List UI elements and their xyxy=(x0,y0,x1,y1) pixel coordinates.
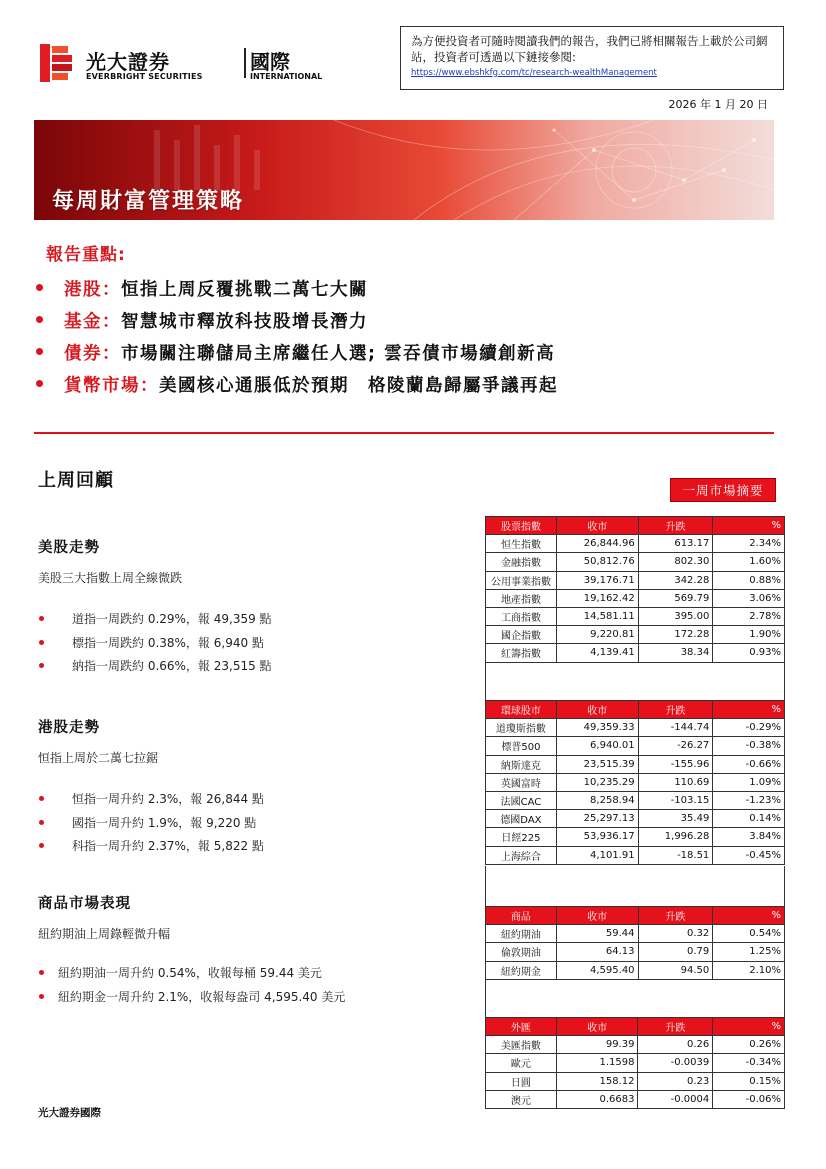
us-market-section xyxy=(38,536,448,681)
cell: 395.00 xyxy=(638,607,713,625)
research-website-link[interactable]: https://www.ebshkfg.com/tc/research-wealthManagement xyxy=(411,68,657,78)
table-row xyxy=(486,773,785,791)
table-spacer xyxy=(485,662,785,700)
cell: 99.39 xyxy=(556,1036,638,1054)
cell: 倫敦期油 xyxy=(486,943,557,961)
section-subtitle: 美股三大指數上周全線微跌 xyxy=(38,571,183,585)
cell: 紐約期金 xyxy=(486,961,557,979)
table-row xyxy=(486,719,785,737)
header-cell: 外匯 xyxy=(486,1018,557,1036)
cell: -0.29% xyxy=(713,719,785,737)
cell: 1.60% xyxy=(713,553,785,571)
table-row xyxy=(486,553,785,571)
cell: 4,595.40 xyxy=(556,961,638,979)
list-item: 紐約期金一周升約 2.1%，收報每盎司 4,595.40 美元 xyxy=(38,988,448,1012)
commodity-market-section xyxy=(38,892,448,1011)
list-item: 恒指一周升約 2.3%，報 26,844 點 xyxy=(38,790,448,814)
cell: 2.78% xyxy=(713,607,785,625)
cell: 地產指數 xyxy=(486,589,557,607)
list-item: 科指一周升約 2.37%，報 5,822 點 xyxy=(38,837,448,861)
table-row xyxy=(486,1054,785,1072)
cell: 613.17 xyxy=(638,535,713,553)
table-row xyxy=(486,1072,785,1090)
highlight-item: 港股：恒指上周反覆挑戰二萬七大關 xyxy=(36,276,776,308)
table-row xyxy=(486,589,785,607)
cell: 0.32 xyxy=(638,925,713,943)
cell: 美匯指數 xyxy=(486,1036,557,1054)
cell: 569.79 xyxy=(638,589,713,607)
table-header-row xyxy=(486,1018,785,1036)
cell: 公用事業指數 xyxy=(486,571,557,589)
list-item: 道指一周跌約 0.29%，報 49,359 點 xyxy=(38,610,448,634)
highlight-text: 美國核心通脹低於預期 格陵蘭島歸屬爭議再起 xyxy=(159,376,558,396)
cell: 64.13 xyxy=(556,943,638,961)
highlight-text: 恒指上周反覆挑戰二萬七大關 xyxy=(121,280,368,300)
cell: 1.1598 xyxy=(556,1054,638,1072)
cell: 法國CAC xyxy=(486,791,557,809)
cell: -0.66% xyxy=(713,755,785,773)
cell: -26.27 xyxy=(638,737,713,755)
header-cell: 升跌 xyxy=(638,1018,713,1036)
cell: 0.15% xyxy=(713,1072,785,1090)
cell: 802.30 xyxy=(638,553,713,571)
cell: 日經225 xyxy=(486,828,557,846)
table-header-row xyxy=(486,701,785,719)
table-header-row xyxy=(486,907,785,925)
section-title: 美股走勢 xyxy=(38,540,100,556)
cell: 6,940.01 xyxy=(556,737,638,755)
highlights-title: 報告重點: xyxy=(46,245,126,265)
table-row xyxy=(486,961,785,979)
cell: 59.44 xyxy=(556,925,638,943)
hk-market-section xyxy=(38,716,448,861)
table-spacer xyxy=(485,979,785,1017)
table-header-row xyxy=(486,517,785,535)
cell: -0.06% xyxy=(713,1090,785,1108)
header-cell: % xyxy=(713,517,785,535)
cell: 1,996.28 xyxy=(638,828,713,846)
cell: 0.54% xyxy=(713,925,785,943)
cell: 道瓊斯指數 xyxy=(486,719,557,737)
commodities-table xyxy=(485,906,785,980)
table-row xyxy=(486,571,785,589)
cell: -0.45% xyxy=(713,846,785,864)
cell: 9,220.81 xyxy=(556,626,638,644)
highlight-item: 貨幣市場：美國核心通脹低於預期 格陵蘭島歸屬爭議再起 xyxy=(36,372,776,404)
cell: -144.74 xyxy=(638,719,713,737)
footer-company-name: 光大證券國際 xyxy=(38,1107,101,1119)
header-cell: 升跌 xyxy=(638,701,713,719)
cell: -0.0004 xyxy=(638,1090,713,1108)
table-row xyxy=(486,644,785,662)
hk-indices-table xyxy=(485,516,785,663)
table-row xyxy=(486,791,785,809)
header-cell: 股票指數 xyxy=(486,517,557,535)
table-row xyxy=(486,755,785,773)
cell: -1.23% xyxy=(713,791,785,809)
cell: 歐元 xyxy=(486,1054,557,1072)
report-access-notice xyxy=(400,26,784,90)
highlight-text: 智慧城市釋放科技股增長潛力 xyxy=(121,312,368,332)
cell: 19,162.42 xyxy=(556,589,638,607)
cell: 50,812.76 xyxy=(556,553,638,571)
section-title: 港股走勢 xyxy=(38,720,100,736)
report-title: 每周財富管理策略 xyxy=(52,189,245,214)
cell: 德國DAX xyxy=(486,810,557,828)
table-row xyxy=(486,828,785,846)
cell: 8,258.94 xyxy=(556,791,638,809)
section-list xyxy=(38,790,448,861)
table-row xyxy=(486,607,785,625)
brand-name-cn: 光大證券 xyxy=(86,50,170,74)
header-cell: % xyxy=(713,907,785,925)
cell: 紅籌指數 xyxy=(486,644,557,662)
cell: 1.09% xyxy=(713,773,785,791)
section-list xyxy=(38,610,448,681)
section-title: 商品市場表現 xyxy=(38,896,131,912)
list-item: 國指一周升約 1.9%，報 9,220 點 xyxy=(38,814,448,838)
cell: 94.50 xyxy=(638,961,713,979)
cell: 0.6683 xyxy=(556,1090,638,1108)
cell: -0.34% xyxy=(713,1054,785,1072)
cell: 0.26 xyxy=(638,1036,713,1054)
cell: 納斯達克 xyxy=(486,755,557,773)
cell: 4,139.41 xyxy=(556,644,638,662)
cell: 澳元 xyxy=(486,1090,557,1108)
table-row xyxy=(486,846,785,864)
section-list xyxy=(38,964,448,1011)
cell: 53,936.17 xyxy=(556,828,638,846)
cell: 恒生指數 xyxy=(486,535,557,553)
weekly-review-title: 上周回顧 xyxy=(38,470,114,491)
everbright-logo-icon xyxy=(40,44,74,82)
brand-intl-en: INTERNATIONAL xyxy=(250,72,323,81)
header-cell: 升跌 xyxy=(638,517,713,535)
cell: 14,581.11 xyxy=(556,607,638,625)
cell: 3.06% xyxy=(713,589,785,607)
title-banner xyxy=(34,120,774,220)
cell: -18.51 xyxy=(638,846,713,864)
cell: 10,235.29 xyxy=(556,773,638,791)
section-subtitle: 紐約期油上周錄輕微升幅 xyxy=(38,927,171,941)
cell: 英國富時 xyxy=(486,773,557,791)
cell: 172.28 xyxy=(638,626,713,644)
cell: 0.23 xyxy=(638,1072,713,1090)
header-cell: 環球股市 xyxy=(486,701,557,719)
header-cell: % xyxy=(713,701,785,719)
cell: 0.26% xyxy=(713,1036,785,1054)
highlight-category: 基金 xyxy=(64,312,102,332)
cell: 2.10% xyxy=(713,961,785,979)
cell: 39,176.71 xyxy=(556,571,638,589)
company-logo xyxy=(40,44,323,84)
cell: 4,101.91 xyxy=(556,846,638,864)
cell: 0.93% xyxy=(713,644,785,662)
brand-name-en: EVERBRIGHT SECURITIES xyxy=(86,72,203,81)
brand-intl-cn: 國際 xyxy=(250,50,290,74)
report-date: 2026 年 1 月 20 日 xyxy=(668,98,768,111)
cell: 23,515.39 xyxy=(556,755,638,773)
cell: 49,359.33 xyxy=(556,719,638,737)
highlight-category: 港股 xyxy=(64,280,102,300)
cell: 2.34% xyxy=(713,535,785,553)
cell: 1.25% xyxy=(713,943,785,961)
section-subtitle: 恒指上周於二萬七拉鋸 xyxy=(38,751,159,765)
highlight-item: 債券：市場關注聯儲局主席繼任人選; 雲吞債市場續創新高 xyxy=(36,340,776,372)
cell: 標普500 xyxy=(486,737,557,755)
cell: 0.88% xyxy=(713,571,785,589)
cell: 國企指數 xyxy=(486,626,557,644)
header-cell: 收市 xyxy=(556,517,638,535)
table-row xyxy=(486,1036,785,1054)
weekly-market-summary-button[interactable]: 一周市場摘要 xyxy=(670,478,776,502)
table-row xyxy=(486,535,785,553)
highlights-list xyxy=(36,276,776,404)
cell: -0.38% xyxy=(713,737,785,755)
highlight-category: 債券 xyxy=(64,344,102,364)
header-cell: 升跌 xyxy=(638,907,713,925)
table-spacer xyxy=(485,866,785,906)
cell: 38.34 xyxy=(638,644,713,662)
list-item: 納指一周跌約 0.66%，報 23,515 點 xyxy=(38,657,448,681)
header-cell: 商品 xyxy=(486,907,557,925)
cell: 110.69 xyxy=(638,773,713,791)
list-item: 標指一周跌約 0.38%，報 6,940 點 xyxy=(38,634,448,658)
cell: 25,297.13 xyxy=(556,810,638,828)
header-cell: 收市 xyxy=(556,907,638,925)
cell: 工商指數 xyxy=(486,607,557,625)
cell: -155.96 xyxy=(638,755,713,773)
header-cell: 收市 xyxy=(556,701,638,719)
table-row xyxy=(486,925,785,943)
cell: 3.84% xyxy=(713,828,785,846)
cell: 342.28 xyxy=(638,571,713,589)
fx-table xyxy=(485,1017,785,1109)
highlight-category: 貨幣市場 xyxy=(64,376,140,396)
header-cell: 收市 xyxy=(556,1018,638,1036)
cell: 26,844.96 xyxy=(556,535,638,553)
highlight-item: 基金：智慧城市釋放科技股增長潛力 xyxy=(36,308,776,340)
header-cell: % xyxy=(713,1018,785,1036)
highlight-text: 市場關注聯儲局主席繼任人選; 雲吞債市場續創新高 xyxy=(121,344,556,364)
list-item: 紐約期油一周升約 0.54%，收報每桶 59.44 美元 xyxy=(38,964,448,988)
cell: 0.79 xyxy=(638,943,713,961)
cell: 金融指數 xyxy=(486,553,557,571)
table-row xyxy=(486,626,785,644)
cell: 上海綜合 xyxy=(486,846,557,864)
table-row xyxy=(486,737,785,755)
notice-text: 為方便投資者可隨時閱讀我們的報告，我們已將相關報告上載於公司網站，投資者可透過以下鏈接參閱: xyxy=(411,34,768,64)
logo-separator xyxy=(244,48,246,78)
cell: 0.14% xyxy=(713,810,785,828)
cell: 158.12 xyxy=(556,1072,638,1090)
section-divider xyxy=(34,432,774,434)
cell: -103.15 xyxy=(638,791,713,809)
global-markets-table xyxy=(485,700,785,865)
cell: 1.90% xyxy=(713,626,785,644)
table-row xyxy=(486,1090,785,1108)
cell: -0.0039 xyxy=(638,1054,713,1072)
table-row xyxy=(486,810,785,828)
cell: 日圓 xyxy=(486,1072,557,1090)
cell: 紐約期油 xyxy=(486,925,557,943)
cell: 35.49 xyxy=(638,810,713,828)
table-row xyxy=(486,943,785,961)
